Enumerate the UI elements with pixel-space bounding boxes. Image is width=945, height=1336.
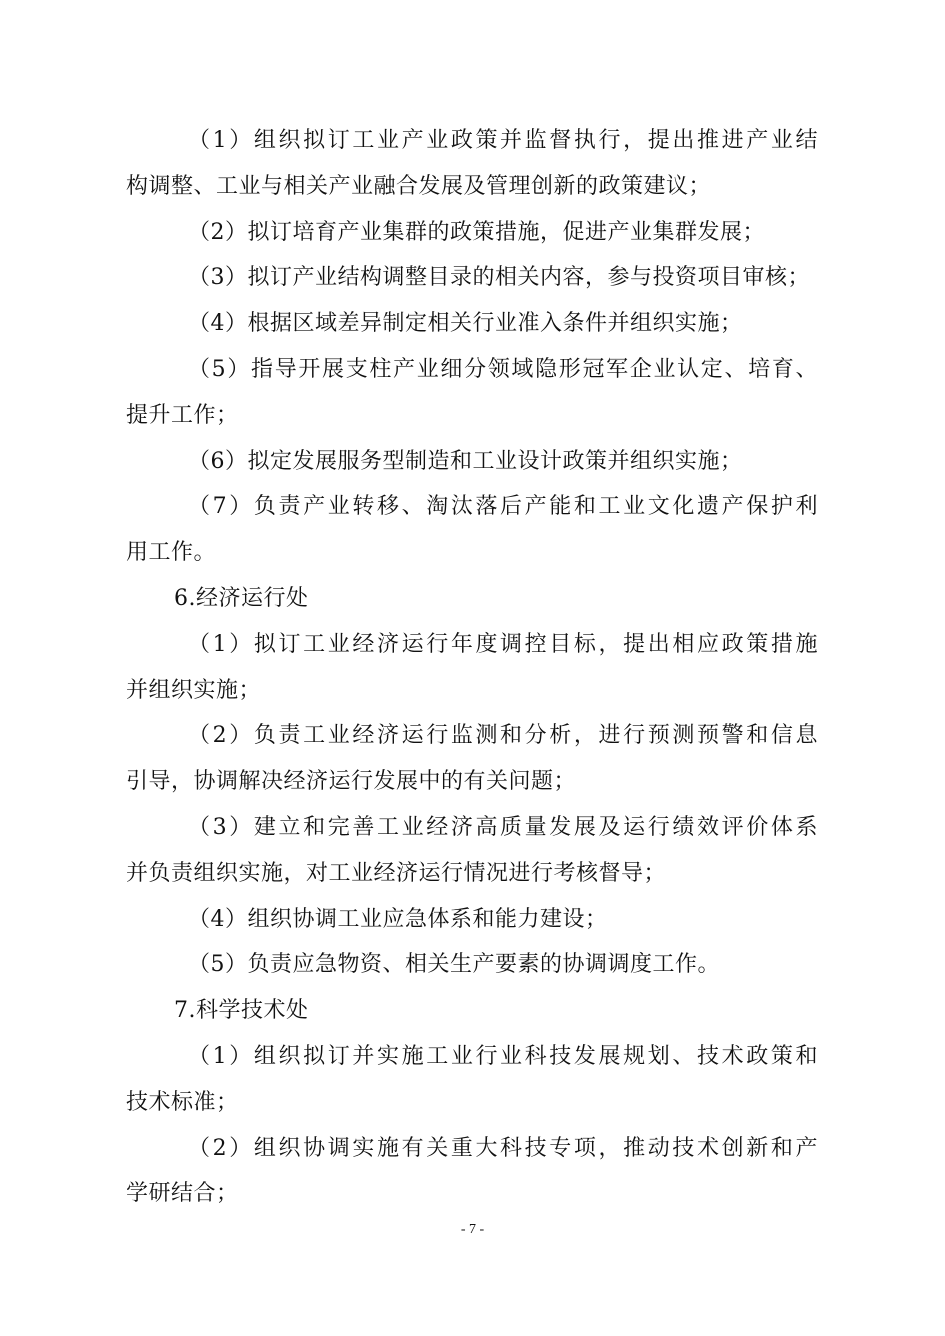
paragraph-line: （3）拟订产业结构调整目录的相关内容，参与投资项目审核；	[188, 265, 810, 291]
paragraph-line: （4）组织协调工业应急体系和能力建设；	[188, 906, 608, 932]
paragraph-line: 并组织实施；	[126, 677, 262, 703]
paragraph-line: 提升工作；	[126, 402, 239, 428]
paragraph-line: （4）根据区域差异制定相关行业准入条件并组织实施；	[188, 311, 743, 337]
paragraph-line: （6）拟定发展服务型制造和工业设计政策并组织实施；	[188, 448, 743, 474]
paragraph-line: （2）拟订培育产业集群的政策措施，促进产业集群发展；	[188, 219, 765, 245]
paragraph-line: （3）建立和完善工业经济高质量发展及运行绩效评价体系	[188, 814, 818, 840]
body-text	[126, 118, 818, 1217]
section-heading: 6.经济运行处	[174, 585, 309, 611]
paragraph-line: 引导，协调解决经济运行发展中的有关问题；	[126, 769, 577, 795]
paragraph-line: 技术标准；	[126, 1089, 239, 1115]
paragraph-line: （1）组织拟订并实施工业行业科技发展规划、技术政策和	[188, 1043, 818, 1069]
page-number: - 7 -	[460, 1222, 485, 1237]
paragraph-line: （2）负责工业经济运行监测和分析，进行预测预警和信息	[188, 723, 818, 749]
paragraph-line: （7）负责产业转移、淘汰落后产能和工业文化遗产保护利	[188, 494, 818, 520]
paragraph-line: 并负责组织实施，对工业经济运行情况进行考核督导；	[126, 860, 667, 886]
paragraph-line: （1）拟订工业经济运行年度调控目标，提出相应政策措施	[188, 631, 818, 657]
paragraph-line: （2）组织协调实施有关重大科技专项，推动技术创新和产	[188, 1135, 818, 1161]
paragraph-line: 构调整、工业与相关产业融合发展及管理创新的政策建议；	[126, 173, 712, 199]
paragraph-line: （1）组织拟订工业产业政策并监督执行，提出推进产业结	[188, 128, 818, 153]
paragraph-line: 用工作。	[126, 540, 217, 566]
paragraph-line: （5）负责应急物资、相关生产要素的协调调度工作。	[188, 952, 720, 978]
paragraph-line: 学研结合；	[126, 1181, 239, 1207]
section-heading: 7.科学技术处	[174, 998, 309, 1024]
paragraph-line: （5）指导开展支柱产业细分领域隐形冠军企业认定、培育、	[188, 356, 818, 382]
